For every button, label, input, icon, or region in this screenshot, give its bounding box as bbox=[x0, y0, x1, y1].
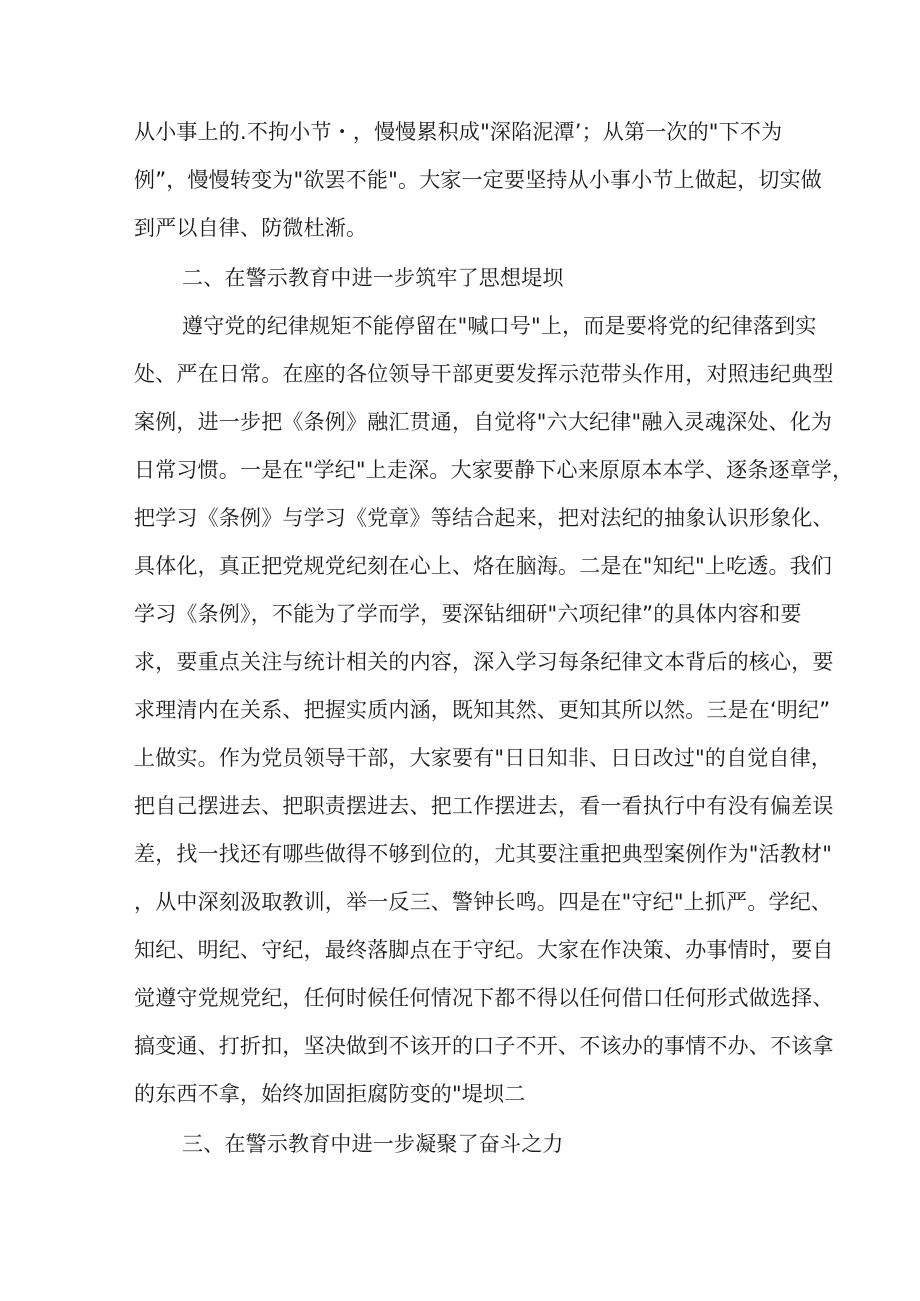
paragraph-line: 的东西不拿，始终加固拒腐防变的"堤坝二 bbox=[134, 1082, 526, 1106]
paragraph-line: 把学习《条例》与学习《党章》等结合起来，把对法纪的抽象认识形象化、 bbox=[134, 506, 834, 530]
paragraph-line: 案例，进一步把《条例》融汇贯通，自觉将"六大纪律"融入灵魂深处、化为 bbox=[134, 410, 833, 434]
paragraph-line: 例”，慢慢转变为"欲罢不能"。大家一定要坚持从小事小节上做起，切实做 bbox=[134, 168, 822, 192]
paragraph-line: 求理清内在关系、把握实质内涵，既知其然、更知其所以然。三是在‘明纪” bbox=[134, 698, 831, 722]
paragraph-line: 上做实。作为党员领导干部，大家要有"日日知非、日日改过"的自觉自律， bbox=[134, 746, 833, 770]
paragraph-line: 处、严在日常。在座的各位领导干部更要发挥示范带头作用，对照违纪典型 bbox=[134, 362, 834, 386]
paragraph-line: 学习《条例》，不能为了学而学，要深钻细研"六项纪律”的具体内容和要 bbox=[134, 602, 802, 626]
paragraph-line: 觉遵守党规党纪，任何时候任何情况下都不得以任何借口任何形式做选择、 bbox=[134, 986, 834, 1010]
paragraph-line: ，从中深刻汲取教训，举一反三、警钟长鸣。四是在"守纪"上抓严。学纪、 bbox=[134, 890, 833, 914]
section-heading: 二、在警示教育中进一步筑牢了思想堤坝 bbox=[182, 266, 564, 290]
section-heading: 三、在警示教育中进一步凝聚了奋斗之力 bbox=[182, 1132, 564, 1156]
paragraph-line: 差，找一找还有哪些做得不够到位的，尤其要注重把典型案例作为"活教材" bbox=[134, 842, 833, 866]
paragraph-line: 到严以自律、防微杜渐。 bbox=[134, 216, 368, 240]
paragraph-line: 从小事上的.不拘小节・，慢慢累积成"深陷泥潭’；从第一次的"下不为 bbox=[134, 120, 783, 144]
paragraph-line: 具体化，真正把党规党纪刻在心上、烙在脑海。二是在"知纪"上吃透。我们 bbox=[134, 554, 833, 578]
paragraph-line: 求，要重点关注与统计相关的内容，深入学习每条纪律文本背后的核心，要 bbox=[134, 650, 834, 674]
paragraph-line: 搞变通、打折扣，坚决做到不该开的口子不开、不该办的事情不办、不该拿 bbox=[134, 1034, 834, 1058]
paragraph-line: 把自己摆进去、把职责摆进去、把工作摆进去，看一看执行中有没有偏差误 bbox=[134, 794, 834, 818]
paragraph-line: 日常习惯。一是在"学纪"上走深。大家要静下心来原原本本学、逐条逐章学， bbox=[134, 458, 854, 482]
paragraph-line: 知纪、明纪、守纪，最终落脚点在于守纪。大家在作决策、办事情时，要自 bbox=[134, 938, 834, 962]
paragraph-line: 遵守党的纪律规矩不能停留在"喊口号"上，而是要将党的纪律落到实 bbox=[182, 314, 817, 338]
